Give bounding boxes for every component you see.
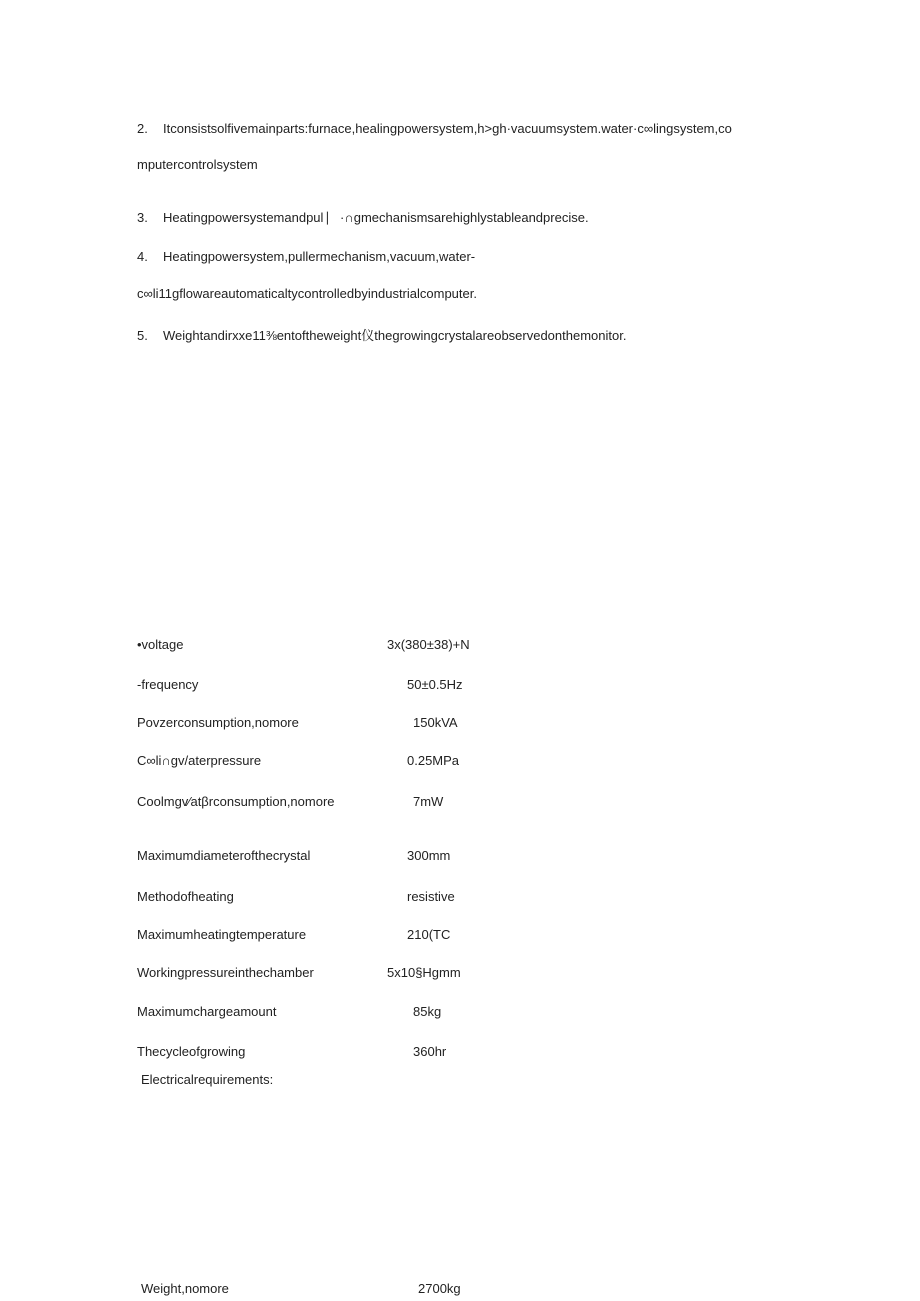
spec-value: 85kg bbox=[413, 1004, 442, 1019]
spec-label: •voltage bbox=[137, 637, 184, 652]
list-number: 3. bbox=[137, 210, 148, 225]
spec-value: 300mm bbox=[407, 848, 451, 863]
list-text: Itconsistsolfivemainparts:furnace,healingpowersystem,h>gh·vacuumsystem.water·c∞lingsystem,co bbox=[163, 121, 732, 136]
list-item-2-continuation: mputercontrolsystem bbox=[137, 157, 258, 172]
spec-value: 7mW bbox=[413, 794, 444, 809]
list-item-5 bbox=[137, 328, 626, 344]
spec-label: Maximumchargeamount bbox=[137, 1004, 277, 1019]
spec-label: Maximumheatingtemperature bbox=[137, 927, 307, 942]
list-item-3 bbox=[137, 210, 589, 226]
spec-value-weight: 2700kg bbox=[418, 1281, 461, 1296]
spec-label: Maximumdiameterofthecrystal bbox=[137, 848, 311, 863]
spec-value: 360hr bbox=[413, 1044, 447, 1059]
spec-label: -frequency bbox=[137, 677, 199, 692]
list-number: 5. bbox=[137, 328, 148, 343]
list-item-2 bbox=[137, 121, 732, 137]
spec-label: Povzerconsumption,nomore bbox=[137, 715, 299, 730]
spec-label: Workingpressureinthechamber bbox=[137, 965, 314, 980]
section-heading-electrical: Electricalrequirements: bbox=[141, 1072, 274, 1087]
list-item-4-continuation: c∞li11gflowareautomaticaltycontrolledbyindustrialcomputer. bbox=[137, 286, 477, 301]
spec-label: Coolmgv⁄atβrconsumption,nomore bbox=[137, 794, 335, 809]
spec-value: 0.25MPa bbox=[407, 753, 460, 768]
spec-label: Thecycleofgrowing bbox=[137, 1044, 246, 1059]
spec-value: 210(TC bbox=[407, 927, 451, 942]
spec-value: 50±0.5Hz bbox=[407, 677, 463, 692]
spec-value: 3x(380±38)+N bbox=[387, 637, 470, 652]
spec-value: resistive bbox=[407, 889, 455, 904]
list-number: 4. bbox=[137, 249, 148, 264]
spec-label: Methodofheating bbox=[137, 889, 234, 904]
list-text: Heatingpowersystem,pullermechanism,vacuum,water- bbox=[163, 249, 476, 264]
spec-label-weight: Weight,nomore bbox=[141, 1281, 229, 1296]
spec-value: 150kVA bbox=[413, 715, 458, 730]
list-number: 2. bbox=[137, 121, 148, 136]
spec-label: C∞li∩gv/aterpressure bbox=[137, 753, 262, 768]
list-text: Heatingpowersystemandpul ⎸·∩gmechanismsarehighlystableandprecise. bbox=[163, 210, 589, 225]
list-item-4 bbox=[137, 249, 475, 265]
spec-value: 5x10§Hgmm bbox=[387, 965, 461, 980]
list-text: Weightandirxxe11⅜entoftheweight仪thegrowingcrystalareobservedonthemonitor. bbox=[163, 328, 627, 343]
